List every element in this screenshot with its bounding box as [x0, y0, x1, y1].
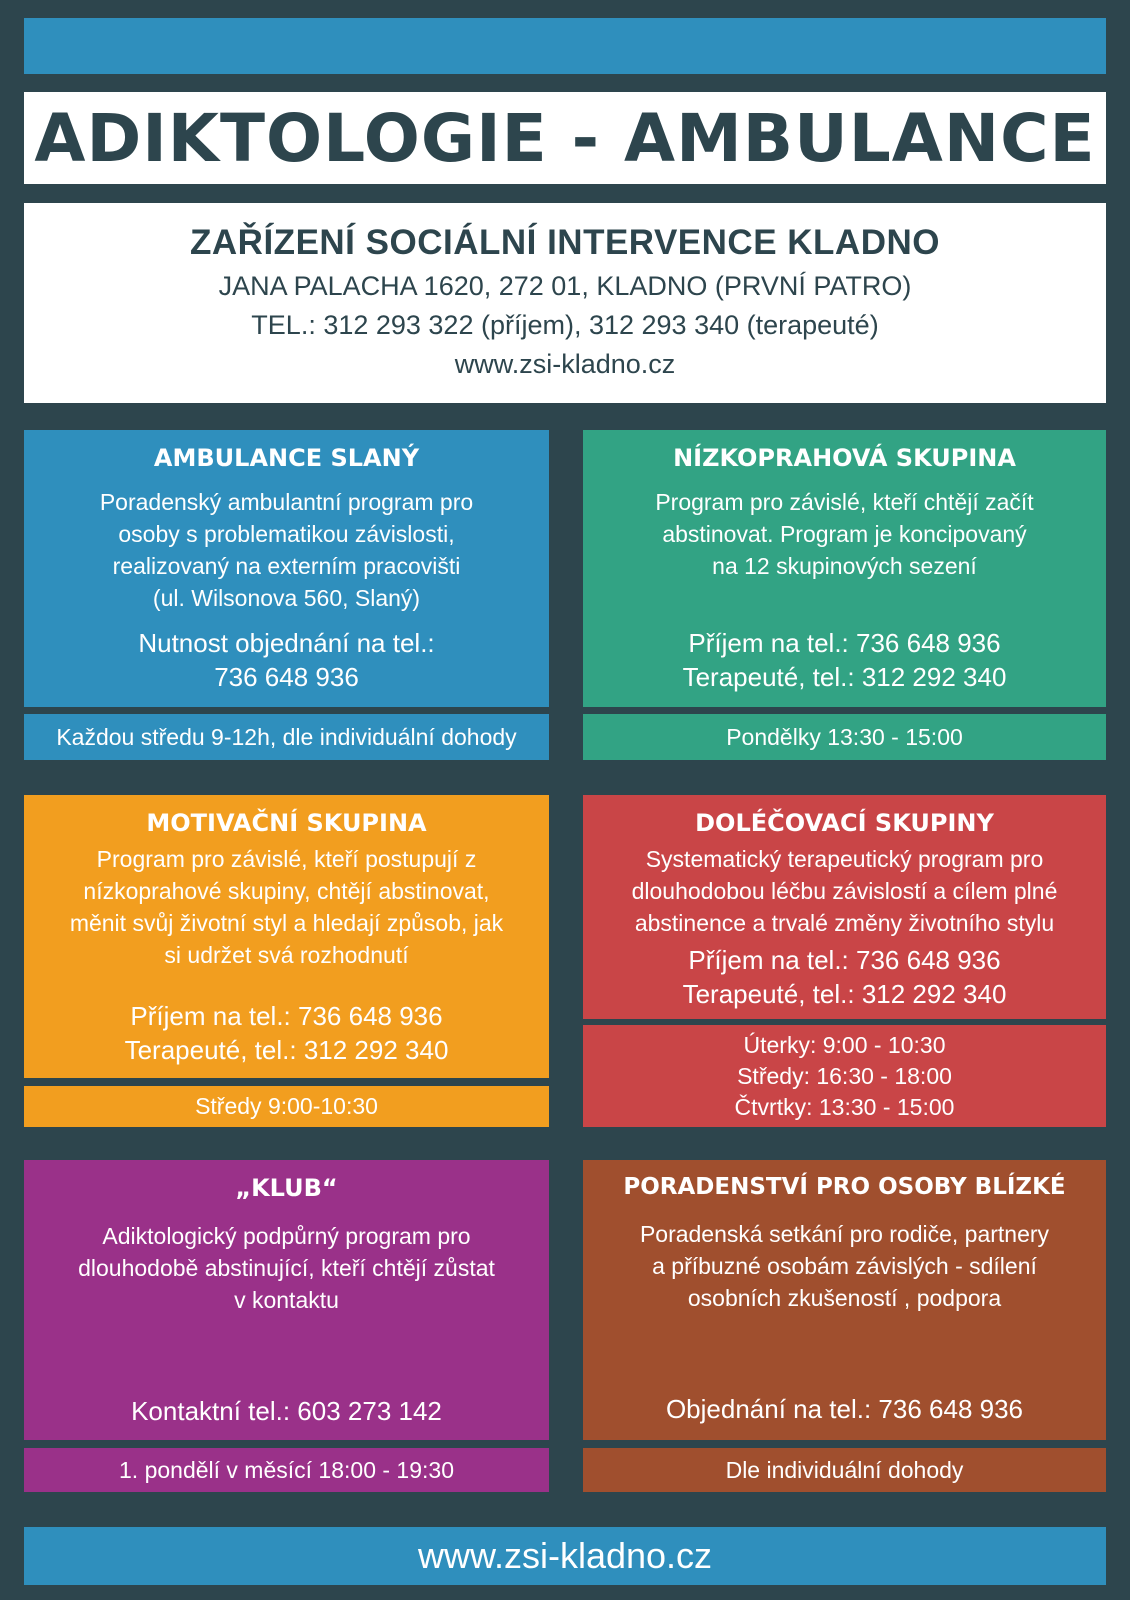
desc-line: měnit svůj životní styl a hledají způsob, jak — [69, 910, 504, 936]
card-title: MOTIVAČNÍ SKUPINA — [146, 809, 427, 837]
contact-line: Kontaktní tel.: 603 273 142 — [131, 1396, 442, 1426]
schedule-motivacni-skupina: Středy 9:00-10:30 — [24, 1086, 549, 1127]
card-description — [42, 1220, 531, 1316]
title-box — [24, 92, 1106, 184]
schedule-line: Středy: 16:30 - 18:00 — [737, 1062, 952, 1089]
card-contact — [42, 1394, 531, 1428]
desc-line: osoby s problematikou závislosti, — [118, 521, 455, 547]
desc-line: Systematický terapeutický program pro — [645, 846, 1044, 872]
desc-line: Poradenský ambulantní program pro — [99, 489, 474, 515]
desc-line: nízkoprahové skupiny, chtějí abstinovat, — [83, 878, 490, 904]
card-contact — [601, 943, 1088, 1011]
organization-info — [24, 203, 1106, 403]
desc-line: Program pro závislé, kteří chtějí začít — [655, 489, 1034, 515]
contact-line: Terapeuté, tel.: 312 292 340 — [682, 662, 1007, 692]
top-banner — [24, 18, 1106, 74]
schedule-ambulance-slany: Každou středu 9-12h, dle individuální dohody — [24, 714, 549, 760]
card-contact — [42, 999, 531, 1067]
card-description — [601, 1218, 1088, 1314]
contact-line: Příjem na tel.: 736 648 936 — [688, 945, 1001, 975]
card-description — [601, 486, 1088, 582]
footer-website-link[interactable]: www.zsi-kladno.cz — [417, 1535, 713, 1576]
desc-line: abstinovat. Program je koncipovaný — [662, 521, 1027, 547]
schedule-nizkoprahova-skupina: Pondělky 13:30 - 15:00 — [583, 714, 1106, 760]
desc-line: Poradenská setkání pro rodiče, partnery — [639, 1221, 1050, 1247]
card-title: AMBULANCE SLANÝ — [153, 444, 420, 472]
card-title: DOLÉČOVACÍ SKUPINY — [695, 809, 994, 837]
card-nizkoprahova-skupina — [583, 430, 1106, 707]
card-poradenstvi-osoby-blizke — [583, 1160, 1106, 1440]
contact-line: Příjem na tel.: 736 648 936 — [130, 1001, 443, 1031]
footer-banner — [24, 1527, 1106, 1585]
card-title: NÍZKOPRAHOVÁ SKUPINA — [673, 444, 1016, 472]
desc-line: dlouhodobou léčbu závislostí a cílem plné — [631, 878, 1058, 904]
card-description — [601, 843, 1088, 939]
desc-line: osobních zkušeností , podpora — [687, 1285, 1002, 1311]
contact-line: Terapeuté, tel.: 312 292 340 — [682, 979, 1007, 1009]
contact-line: Nutnost objednání na tel.: — [138, 628, 435, 658]
desc-line: si udržet svá rozhodnutí — [164, 942, 409, 968]
card-ambulance-slany — [24, 430, 549, 707]
schedule-poradenstvi-osoby-blizke: Dle individuální dohody — [583, 1448, 1106, 1492]
card-title: „KLUB“ — [235, 1174, 338, 1202]
page-title: ADIKTOLOGIE - AMBULANCE — [34, 99, 1096, 177]
address: JANA PALACHA 1620, 272 01, KLADNO (PRVNÍ PATRO) — [218, 271, 912, 301]
contact-line: Příjem na tel.: 736 648 936 — [688, 628, 1001, 658]
schedule-klub: 1. pondělí v měsící 18:00 - 19:30 — [24, 1448, 549, 1492]
schedule-dolecovaci-skupiny — [583, 1025, 1106, 1127]
card-title: PORADENSTVÍ PRO OSOBY BLÍZKÉ — [623, 1174, 1066, 1200]
desc-line: realizovaný na externím pracovišti — [112, 553, 461, 579]
website-link[interactable]: www.zsi-kladno.cz — [454, 349, 676, 379]
schedule-line: Čtvrtky: 13:30 - 15:00 — [734, 1093, 955, 1120]
card-klub — [24, 1160, 549, 1440]
card-dolecovaci-skupiny — [583, 795, 1106, 1019]
phone-numbers: TEL.: 312 293 322 (příjem), 312 293 340 (terapeuté) — [251, 310, 879, 340]
desc-line: Adiktologický podpůrný program pro — [102, 1223, 471, 1249]
desc-line: (ul. Wilsonova 560, Slaný) — [152, 585, 421, 611]
desc-line: Program pro závislé, kteří postupují z — [96, 846, 477, 872]
card-motivacni-skupina — [24, 795, 549, 1078]
card-description — [42, 843, 531, 971]
desc-line: abstinence a trvalé změny životního stylu — [634, 910, 1055, 936]
card-contact — [601, 1392, 1088, 1426]
desc-line: dlouhodobě abstinující, kteří chtějí zůstat — [78, 1255, 495, 1281]
desc-line: v kontaktu — [234, 1287, 339, 1313]
contact-line: Objednání na tel.: 736 648 936 — [665, 1394, 1024, 1424]
contact-line: 736 648 936 — [214, 662, 359, 692]
desc-line: a příbuzné osobám závislých - sdílení — [652, 1253, 1037, 1279]
organization-name: ZAŘÍZENÍ SOCIÁLNÍ INTERVENCE KLADNO — [190, 223, 940, 262]
schedule-line: Úterky: 9:00 - 10:30 — [743, 1031, 946, 1058]
card-contact — [601, 626, 1088, 694]
card-description — [42, 486, 531, 614]
contact-line: Terapeuté, tel.: 312 292 340 — [124, 1035, 449, 1065]
card-contact — [42, 626, 531, 694]
desc-line: na 12 skupinových sezení — [712, 553, 977, 579]
